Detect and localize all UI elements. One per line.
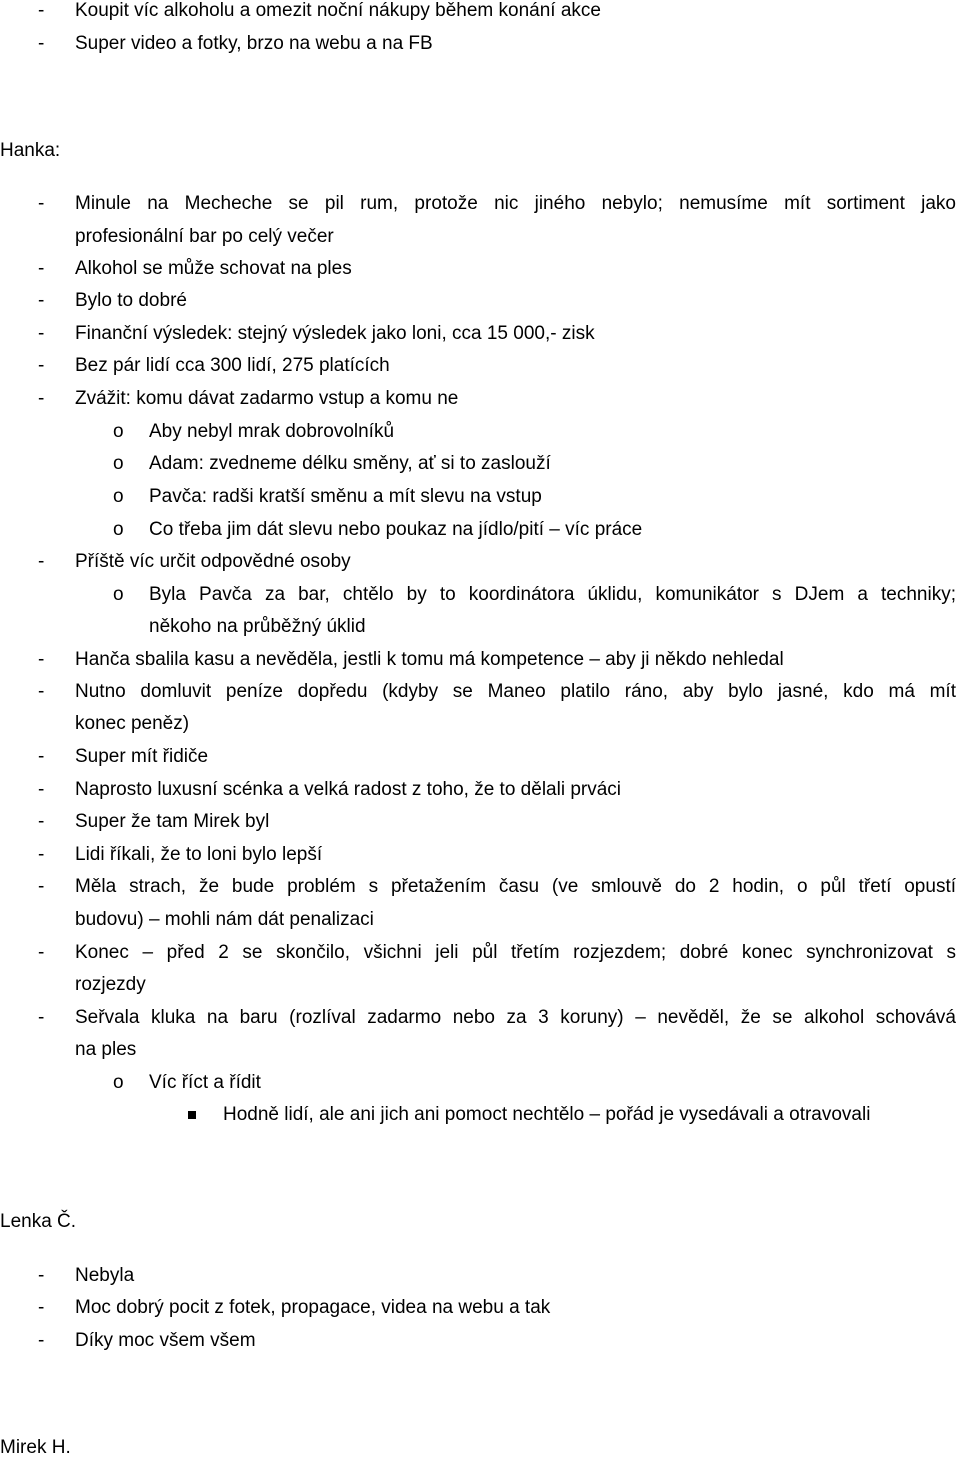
list-item-text: Aby nebyl mrak dobrovolníků (149, 421, 395, 442)
list-item-text: Minule na Mecheche se pil rum, protože nic jiného nebylo; nemusíme mít sortiment jako (75, 193, 956, 214)
dash-marker: - (38, 1297, 45, 1318)
sub-list-item (0, 449, 960, 479)
section-heading-hanka: Hanka: (0, 140, 61, 161)
dash-marker: - (38, 1330, 45, 1351)
list-item-text: Pavča: radši kratší směnu a mít slevu na vstup (149, 486, 542, 507)
list-item-continuation: konec peněz) (75, 713, 190, 734)
list-item-continuation: na ples (75, 1039, 137, 1060)
section-heading-mirek: Mirek H. (0, 1437, 71, 1458)
list-item (0, 384, 960, 414)
list-item-continuation: profesionální bar po celý večer (75, 226, 334, 247)
sub-list-item (0, 1068, 960, 1098)
list-item-text: Moc dobrý pocit z fotek, propagace, videa na webu a tak (75, 1297, 551, 1318)
list-item-text: Příště víc určit odpovědné osoby (75, 551, 351, 572)
list-item-text: Bez pár lidí cca 300 lidí, 275 platících (75, 355, 390, 376)
dash-marker: - (38, 355, 45, 376)
circle-marker: o (113, 519, 124, 540)
list-item (0, 645, 960, 675)
list-item-text: Super video a fotky, brzo na webu a na FB (75, 33, 433, 54)
list-item (0, 1261, 960, 1291)
dash-marker: - (38, 779, 45, 800)
list-item-text: Seřvala kluka na baru (rozlíval zadarmo nebo za 3 koruny) – nevěděl, že se alkohol schovává (75, 1007, 956, 1028)
dash-marker: - (38, 1007, 45, 1028)
dash-marker: - (38, 258, 45, 279)
list-item (0, 938, 960, 968)
list-item-text: Super že tam Mirek byl (75, 811, 270, 832)
list-item (0, 807, 960, 837)
dash-marker: - (38, 746, 45, 767)
list-item-continuation: rozjezdy (75, 974, 146, 995)
dash-marker: - (38, 290, 45, 311)
list-item-text: Zvážit: komu dávat zadarmo vstup a komu ne (75, 388, 459, 409)
dash-marker: - (38, 811, 45, 832)
dash-marker: - (38, 649, 45, 670)
dash-marker: - (38, 193, 45, 214)
sub-list-item (0, 580, 960, 610)
circle-marker: o (113, 453, 124, 474)
section-heading-lenka: Lenka Č. (0, 1211, 77, 1232)
dash-marker: - (38, 681, 45, 702)
list-item (0, 677, 960, 707)
list-item-text: Hanča sbalila kasu a nevěděla, jestli k tomu má kompetence – aby ji někdo nehledal (75, 649, 784, 670)
sub-list-item (0, 482, 960, 512)
list-item (0, 1003, 960, 1033)
list-item (0, 189, 960, 219)
list-item-continuation: někoho na průběžný úklid (149, 616, 366, 637)
list-item (0, 840, 960, 870)
sub-sub-list-item (0, 1100, 960, 1130)
dash-marker: - (38, 551, 45, 572)
list-item (0, 872, 960, 902)
sub-list-item (0, 417, 960, 447)
square-bullet-icon (188, 1111, 196, 1119)
list-item-text: Super mít řidiče (75, 746, 209, 767)
dash-marker: - (38, 0, 45, 21)
list-item-text: Alkohol se může schovat na ples (75, 258, 352, 279)
list-item (0, 775, 960, 805)
list-item-text: Měla strach, že bude problém s přetažením času (ve smlouvě do 2 hodin, o půl třetí opustí (75, 876, 956, 897)
dash-marker: - (38, 876, 45, 897)
list-item (0, 547, 960, 577)
list-item-text: Byla Pavča za bar, chtělo by to koordinátora úklidu, komunikátor s DJem a techniky; (149, 584, 956, 605)
list-item-text: Díky moc všem všem (75, 1330, 256, 1351)
list-item (0, 0, 960, 26)
sub-list-item (0, 515, 960, 545)
circle-marker: o (113, 486, 124, 507)
list-item-text: Nutno domluvit peníze dopředu (kdyby se Maneo platilo ráno, aby bylo jasné, kdo má mít (75, 681, 956, 702)
list-item-text: Finanční výsledek: stejný výsledek jako loni, cca 15 000,- zisk (75, 323, 595, 344)
list-item (0, 29, 960, 59)
list-item (0, 1326, 960, 1356)
list-item-text: Bylo to dobré (75, 290, 187, 311)
dash-marker: - (38, 33, 45, 54)
list-item (0, 319, 960, 349)
list-item-text: Naprosto luxusní scénka a velká radost z toho, že to dělali prváci (75, 779, 622, 800)
dash-marker: - (38, 942, 45, 963)
dash-marker: - (38, 323, 45, 344)
list-item-text: Co třeba jim dát slevu nebo poukaz na jídlo/pití – víc práce (149, 519, 643, 540)
list-item (0, 742, 960, 772)
dash-marker: - (38, 1265, 45, 1286)
circle-marker: o (113, 1072, 124, 1093)
list-item-text: Hodně lidí, ale ani jich ani pomoct nechtělo – pořád je vysedávali a otravovali (223, 1104, 871, 1125)
dash-marker: - (38, 388, 45, 409)
list-item-text: Víc říct a řídit (149, 1072, 261, 1093)
list-item-text: Adam: zvedneme délku směny, ať si to zaslouží (149, 453, 551, 474)
circle-marker: o (113, 584, 124, 605)
dash-marker: - (38, 844, 45, 865)
list-item (0, 254, 960, 284)
list-item-text: Konec – před 2 se skončilo, všichni jeli půl třetím rozjezdem; dobré konec synchronizovat s (75, 942, 956, 963)
list-item-text: Nebyla (75, 1265, 135, 1286)
list-item (0, 351, 960, 381)
circle-marker: o (113, 421, 124, 442)
list-item-text: Lidi říkali, že to loni bylo lepší (75, 844, 323, 865)
list-item-continuation: budovu) – mohli nám dát penalizaci (75, 909, 374, 930)
list-item-text: Koupit víc alkoholu a omezit noční nákupy během konání akce (75, 0, 601, 21)
list-item (0, 286, 960, 316)
list-item (0, 1293, 960, 1323)
